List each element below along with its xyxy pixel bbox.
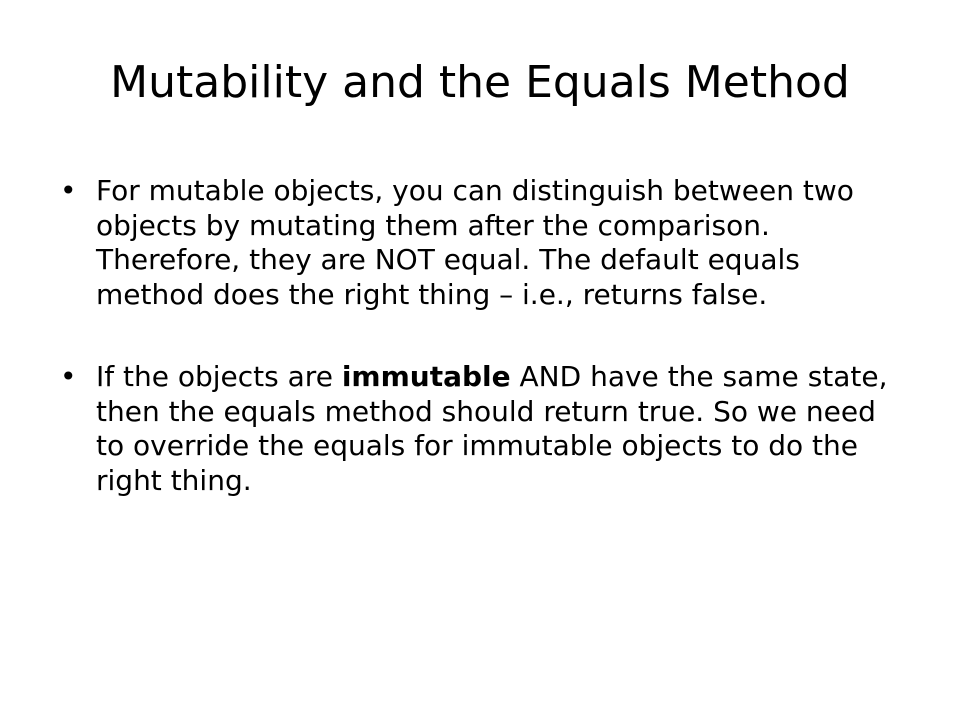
bullet-text-after: AND have the same state, then the equals method should return true. So we need to override the equals for immutable objects to do the right thing. (96, 360, 888, 497)
bullet-icon: • (60, 174, 77, 207)
bullet-text (96, 360, 888, 497)
bullet-text-before: If the objects are (96, 360, 342, 393)
bullet-icon: • (60, 360, 77, 393)
bullet-list (60, 174, 910, 498)
slide-title: Mutability and the Equals Method (110, 57, 850, 108)
bullet-item (60, 360, 910, 498)
bullet-text: For mutable objects, you can distinguish between two objects by mutating them after the comparison. Therefore, they are NOT equal. The default equals method does the right thing – i.e., returns false. (96, 174, 854, 311)
bullet-item (60, 174, 910, 312)
bullet-text-emphasis: immutable (341, 360, 511, 393)
